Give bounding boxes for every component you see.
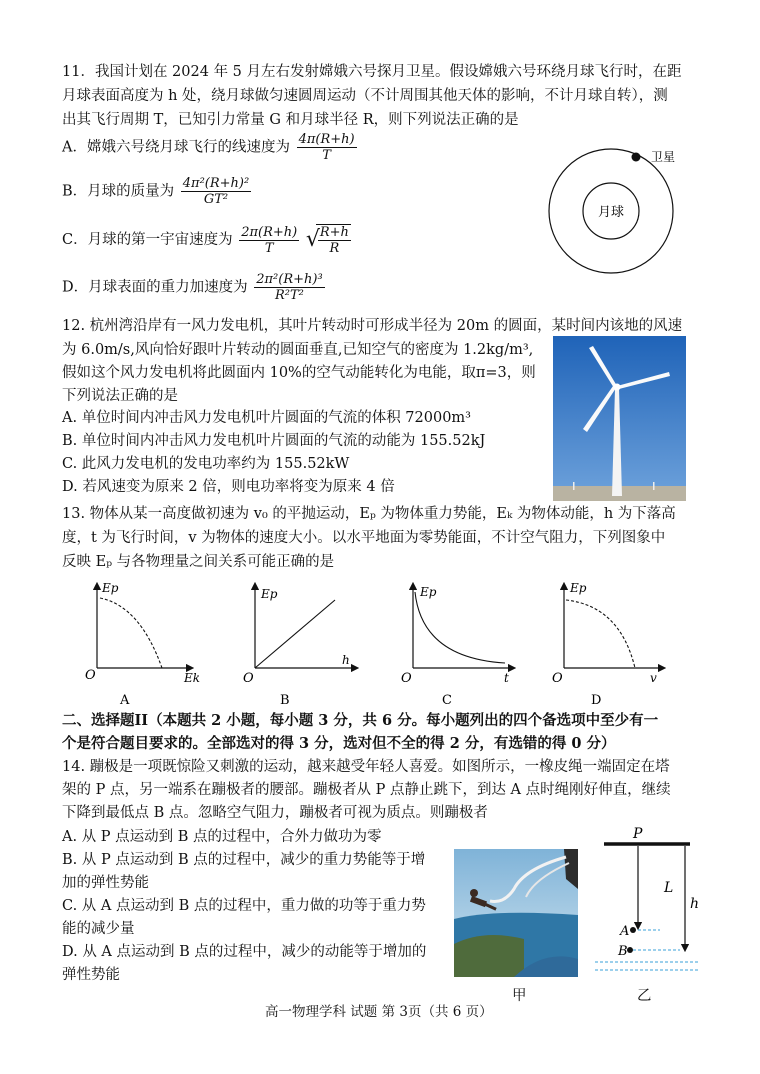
label-A: A <box>620 924 630 939</box>
section2-line2: 个是符合题目要求的。全部选对的得 3 分，选对但不全的得 2 分，有选错的得 0 分） <box>62 735 616 752</box>
graph-d <box>552 581 662 708</box>
q11-b-numerator: 4π²(R+h)² <box>182 176 250 191</box>
q11-option-d <box>62 272 325 303</box>
q11-d-numerator: 2π²(R+h)³ <box>256 272 323 287</box>
label-h: h <box>690 896 700 912</box>
graph-c-ylabel: Ep <box>420 585 437 599</box>
q11-option-b-fraction <box>181 176 251 207</box>
bungee-diagram <box>590 822 720 982</box>
graph-c-xlabel: t <box>504 671 509 685</box>
graph-b-line <box>255 600 335 668</box>
graph-c <box>401 585 512 708</box>
q11-option-a-fraction <box>297 132 357 163</box>
q12-option-a: A. 单位时间内冲击风力发电机叶片圆面的气流的体积 72000m³ <box>62 410 471 426</box>
q12-option-b: B. 单位时间内冲击风力发电机叶片圆面的气流的动能为 155.52kJ <box>62 433 486 449</box>
q12-stem-line3: 假如这个风力发电机将此圆面内 10%的空气动能转化为电能，取π=3，则 <box>62 365 536 381</box>
point-A <box>630 927 636 933</box>
q11-option-c-fraction <box>239 225 299 256</box>
graph-a-ylabel: Ep <box>102 581 119 595</box>
q11-c-denominator: T <box>264 240 274 256</box>
graph-c-origin: O <box>401 671 412 686</box>
q12-option-d: D. 若风速变为原来 2 倍，则电功率将变为原来 4 倍 <box>62 479 395 495</box>
q14-stem-line3: 下降到最低点 B 点。忽略空气阻力，蹦极者可视为质点。则蹦极者 <box>62 805 488 821</box>
q11-orbit-figure <box>540 145 690 285</box>
graph-c-label: C <box>442 693 452 708</box>
q11-c-root-fraction <box>318 225 351 256</box>
graph-b-xlabel: h <box>342 653 350 667</box>
label-P: P <box>633 826 643 842</box>
q14-option-b-line1: B. 从 P 点运动到 B 点的过程中，减少的重力势能等于增 <box>62 852 426 868</box>
q11-c-root-denominator: R <box>329 241 340 256</box>
graph-d-curve <box>566 600 635 668</box>
label-L: L <box>664 880 674 896</box>
wind-turbine-photo <box>553 336 686 501</box>
graph-d-ylabel: Ep <box>570 581 587 595</box>
q11-stem-line2: 月球表面高度为 h 处，绕月球做匀速圆周运动（不计周围其他天体的影响，不计月球自转），测 <box>62 88 668 104</box>
q13-graphs <box>80 578 680 708</box>
q12-stem-line4: 下列说法正确的是 <box>62 388 178 404</box>
q11-option-d-fraction <box>254 272 324 303</box>
q11-option-c <box>62 224 351 256</box>
graph-b <box>243 586 355 708</box>
graph-b-ylabel: Ep <box>261 587 278 601</box>
graph-a-xlabel: Ek <box>184 671 201 685</box>
q11-option-c-text: C．月球的第一宇宙速度为 <box>62 232 233 248</box>
q13-stem-line3: 反映 Eₚ 与各物理量之间关系可能正确的是 <box>62 554 335 570</box>
q14-option-a: A. 从 P 点运动到 B 点的过程中，合外力做功为零 <box>62 829 382 845</box>
q12-stem-line2: 为 6.0m/s,风向恰好跟叶片转动的圆面垂直,已知空气的密度为 1.2kg/m³, <box>62 342 534 358</box>
q11-a-denominator: T <box>322 148 331 163</box>
satellite-label: 卫星 <box>651 150 676 164</box>
q14-stem-line1: 14. 蹦极是一项既惊险又刺激的运动，越来越受年轻人喜爱。如图所示，一橡皮绳一端固定在塔 <box>62 759 670 775</box>
q13-stem-line1: 13. 物体从某一高度做初速为 v₀ 的平抛运动，Eₚ 为物体重力势能，Eₖ 为物体动能，h 为下落高 <box>62 506 676 522</box>
graph-b-origin: O <box>243 671 254 686</box>
point-B <box>627 947 633 953</box>
graph-c-curve <box>415 592 505 663</box>
q12-option-c: C. 此风力发电机的发电功率约为 155.52kW <box>62 456 350 472</box>
q11-c-sqrt <box>316 224 351 256</box>
q11-option-d-text: D．月球表面的重力加速度为 <box>62 279 248 296</box>
graph-d-xlabel: v <box>650 671 657 685</box>
section2-line1: 二、选择题II（本题共 2 小题，每小题 3 分，共 6 分。每小题列出的四个备选项中至少有一 <box>62 712 659 729</box>
q14-option-c-line2: 能的减少量 <box>62 921 135 937</box>
label-B: B <box>618 944 628 959</box>
q11-option-a-text: A．嫦娥六号绕月球飞行的线速度为 <box>62 139 290 156</box>
q12-stem-line1: 12. 杭州湾沿岸有一风力发电机，其叶片转动时可形成半径为 20m 的圆面，某时间内该地的风速 <box>62 318 683 334</box>
graph-a-curve <box>100 598 162 668</box>
q11-a-numerator: 4π(R+h) <box>298 132 355 147</box>
q14-option-d-line2: 弹性势能 <box>62 967 120 983</box>
q13-stem-line2: 度，t 为飞行时间，v 为物体的速度大小。以水平地面为零势能面，不计空气阻力，下列图象中 <box>62 530 666 546</box>
q14-option-b-line2: 加的弹性势能 <box>62 875 149 891</box>
fig-yi-caption: 乙 <box>637 988 652 1004</box>
bungee-photo <box>454 849 578 977</box>
q11-option-b-text: B．月球的质量为 <box>62 183 175 200</box>
graph-a <box>85 581 200 708</box>
q11-d-denominator: R²T² <box>275 288 304 303</box>
q11-stem-line3: 出其飞行周期 T，已知引力常量 G 和月球半径 R，则下列说法正确的是 <box>62 112 519 128</box>
page-footer: 高一物理学科 试题 第 3页（共 6 页） <box>265 1004 493 1020</box>
graph-d-label: D <box>591 693 602 708</box>
q11-option-b <box>62 176 251 207</box>
q11-stem-line1: 11．我国计划在 2024 年 5 月左右发射嫦娥六号探月卫星。假设嫦娥六号环绕月球飞行时，在距 <box>62 64 682 80</box>
q14-stem-line2: 架的 P 点，另一端系在蹦极者的腰部。蹦极者从 P 点静止跳下，到达 A 点时绳刚好伸直，继续 <box>62 782 671 798</box>
q11-option-a <box>62 132 357 163</box>
satellite-dot <box>632 153 641 162</box>
q14-option-c-line1: C. 从 A 点运动到 B 点的过程中，重力做的功等于重力势 <box>62 898 426 914</box>
graph-b-label: B <box>280 693 290 708</box>
q11-b-denominator: GT² <box>203 192 229 207</box>
graph-a-origin: O <box>85 668 96 683</box>
q11-c-root-numerator: √ R+h <box>319 225 349 240</box>
q11-c-numerator: 2π(R+h) <box>241 224 298 240</box>
graph-d-origin: O <box>552 671 563 686</box>
fig-jia-caption: 甲 <box>512 988 527 1004</box>
q14-option-d-line1: D. 从 A 点运动到 B 点的过程中，减少的动能等于增加的 <box>62 944 427 960</box>
moon-label: 月球 <box>597 205 625 220</box>
graph-a-label: A <box>120 693 130 708</box>
